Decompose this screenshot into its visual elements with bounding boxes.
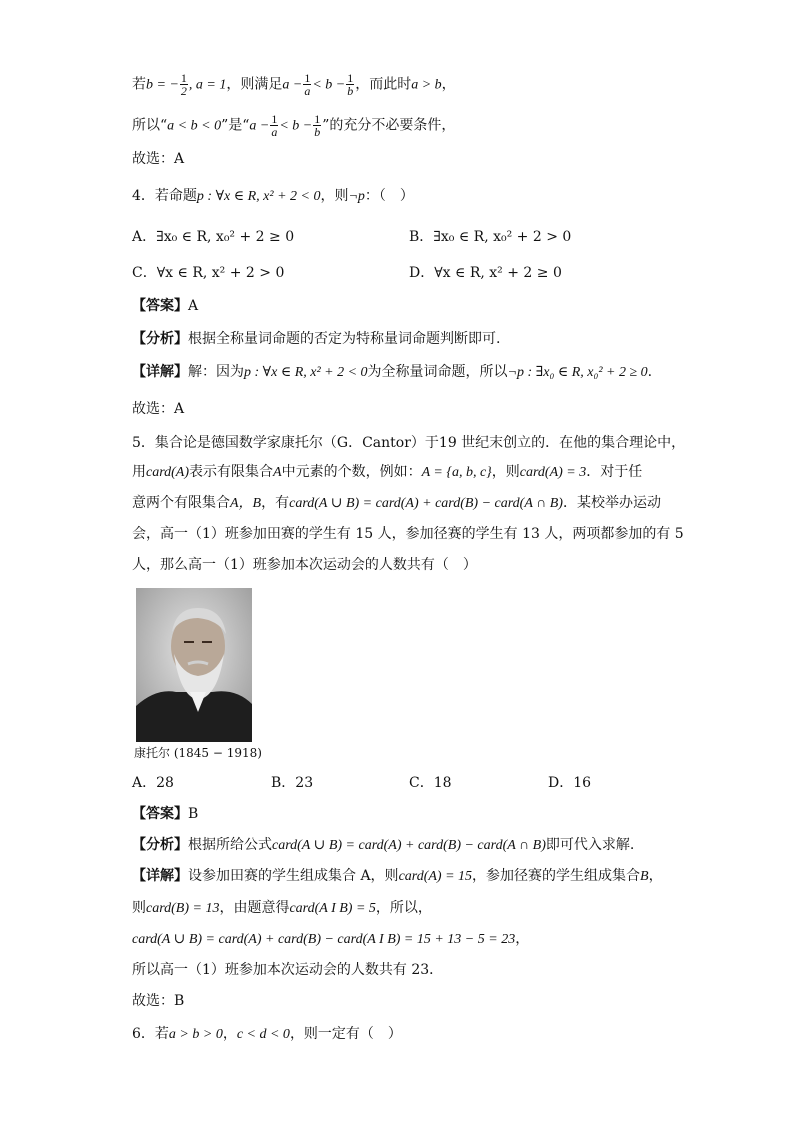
- fraction: [346, 72, 354, 97]
- text: 6．若: [132, 1026, 169, 1042]
- cantor-portrait-image: [136, 588, 252, 742]
- text: ，参加径赛的学生组成集合: [472, 868, 641, 884]
- solution-line-2: [132, 113, 455, 138]
- text: 设参加田赛的学生组成集合 A，则: [188, 868, 399, 884]
- math-expr: a > b > 0: [168, 1027, 223, 1042]
- text: ，则: [320, 188, 349, 204]
- math-expr: card(A ∪ B) = card(A) + card(B) − card(A ∩ B): [272, 838, 546, 853]
- q5-option-c[interactable]: C．18: [409, 775, 452, 791]
- fraction-numerator: 1: [180, 71, 187, 85]
- fraction-numerator: 1: [271, 112, 278, 126]
- fraction: [313, 113, 321, 138]
- q4-option-d[interactable]: D．∀x ∈ R, x² + 2 ≥ 0: [409, 265, 562, 281]
- text: ，: [648, 868, 663, 884]
- answer-value: B: [188, 806, 199, 822]
- text: 意两个有限集合: [132, 495, 230, 511]
- math-expr: < b −: [312, 77, 346, 93]
- text: ”是“: [221, 117, 250, 134]
- text: ．某校举办运动: [562, 495, 661, 511]
- text: 即可代入求解.: [545, 837, 635, 853]
- fraction-numerator: 1: [347, 71, 354, 85]
- solution-line-1: [132, 72, 456, 97]
- math-expr: a −: [282, 77, 303, 93]
- math-expr: p : ∀x ∈ R, x² + 2 < 0: [196, 189, 321, 204]
- text: 解：因为: [188, 364, 244, 380]
- q5-option-a[interactable]: A．28: [132, 775, 174, 791]
- text: ，则: [491, 464, 520, 480]
- math-expr: ¬p: [348, 189, 365, 204]
- answer-value: A: [188, 298, 199, 314]
- text: ，: [441, 76, 456, 93]
- analysis-text: 根据全称量词命题的否定为特称量词命题判断即可.: [188, 331, 501, 347]
- math-expr: a < b < 0: [167, 118, 222, 134]
- q5-line-5: 人，那么高一（1）班参加本次运动会的人数共有（ ）: [132, 557, 477, 573]
- text: ，所以，: [375, 900, 432, 916]
- question-4-stem: [132, 186, 414, 207]
- text: ，由题意得: [219, 900, 290, 916]
- text: ，: [515, 931, 530, 947]
- q5-answer: [132, 804, 198, 824]
- q5-detail-1: [132, 866, 663, 887]
- math-expr: card(B) = 13: [146, 901, 220, 916]
- q5-option-b[interactable]: B．23: [271, 775, 314, 791]
- fraction: [270, 113, 278, 138]
- text: ”的充分不必要条件，: [322, 117, 456, 134]
- text: .: [647, 364, 653, 380]
- math-expr: A = {a, b, c}: [421, 465, 492, 480]
- math-expr: , a = 1: [188, 77, 227, 93]
- fraction-numerator: 1: [314, 112, 321, 126]
- fraction-numerator: 1: [304, 71, 311, 85]
- answer-tag: 【答案】: [132, 806, 188, 822]
- math-expr: A: [273, 465, 282, 480]
- q5-line-3: [132, 493, 661, 514]
- math-expr: card(A) = 15: [398, 869, 473, 884]
- math-expr: card(A ∪ B) = card(A) + card(B) − card(A I B) = 15 + 13 − 5 = 23: [132, 932, 516, 947]
- text: 根据所给公式: [188, 837, 272, 853]
- text: 则: [132, 900, 146, 916]
- math-expr: card(A) = 3: [519, 465, 587, 480]
- math-expr: ¬p : ∃x₀ ∈ R, x₀² + 2 ≥ 0: [507, 365, 648, 380]
- q4-analysis: [132, 329, 500, 349]
- q5-line-2: [132, 462, 642, 483]
- text: 用: [132, 464, 146, 480]
- math-expr: card(A): [146, 465, 190, 480]
- analysis-tag: 【分析】: [132, 331, 188, 347]
- text: ，则满足: [226, 76, 283, 93]
- text: 中元素的个数，例如：: [281, 464, 422, 480]
- portrait-illustration: [136, 588, 252, 742]
- fraction-denominator: 2: [180, 84, 187, 98]
- q4-option-c[interactable]: C．∀x ∈ R, x² + 2 > 0: [132, 265, 285, 281]
- detail-tag: 【详解】: [132, 364, 188, 380]
- text: ，则一定有（ ）: [289, 1026, 402, 1042]
- portrait-caption: 康托尔 (1845 − 1918): [134, 746, 262, 760]
- text: 4．若命题: [132, 188, 197, 204]
- fraction-denominator: b: [347, 84, 354, 98]
- answer-tag: 【答案】: [132, 298, 188, 314]
- text: ，而此时: [355, 76, 412, 93]
- fraction: [180, 72, 188, 97]
- select-answer-line: 故选：A: [132, 151, 185, 167]
- math-expr: a > b: [411, 77, 442, 93]
- q5-detail-4: 所以高一（1）班参加本次运动会的人数共有 23．: [132, 962, 444, 978]
- q4-select: 故选：A: [132, 401, 185, 417]
- fraction-denominator: b: [314, 125, 321, 139]
- q4-detail: [132, 362, 652, 383]
- math-expr: p : ∀x ∈ R, x² + 2 < 0: [244, 365, 368, 380]
- text: 表示有限集合: [189, 464, 274, 480]
- math-expr: c < d < 0: [236, 1027, 290, 1042]
- math-expr: < b −: [279, 118, 313, 134]
- text: ，: [222, 1026, 237, 1042]
- q5-detail-3: [132, 929, 529, 950]
- question-6-stem: [132, 1024, 402, 1045]
- math-expr: a −: [249, 118, 270, 134]
- q4-option-b[interactable]: B．∃x₀ ∈ R, x₀² + 2 > 0: [409, 229, 572, 245]
- q4-option-a[interactable]: A．∃x₀ ∈ R, x₀² + 2 ≥ 0: [132, 229, 295, 245]
- q5-line-4: 会，高一（1）班参加田赛的学生有 15 人，参加径赛的学生有 13 人，两项都参加的有 5: [132, 526, 684, 542]
- q5-select: 故选：B: [132, 993, 185, 1009]
- math-expr: b = −: [146, 77, 179, 93]
- fraction-denominator: a: [271, 125, 278, 139]
- math-expr: B: [640, 869, 649, 884]
- q5-detail-2: [132, 898, 432, 919]
- q4-answer: [132, 296, 198, 316]
- detail-tag: 【详解】: [132, 868, 188, 884]
- q5-line-1: 5．集合论是德国数学家康托尔（G．Cantor）于19 世纪末创立的．在他的集合理论中，: [132, 435, 686, 451]
- text: ：（ ）: [364, 188, 414, 204]
- q5-option-d[interactable]: D．16: [548, 775, 592, 791]
- text: ．对于任: [586, 464, 643, 480]
- text: ，有: [261, 495, 290, 511]
- text: 为全称量词命题，所以: [367, 364, 508, 380]
- analysis-tag: 【分析】: [132, 837, 188, 853]
- q5-analysis: [132, 835, 634, 856]
- fraction: [303, 72, 311, 97]
- text: 所以“: [132, 117, 168, 134]
- math-expr: A，B: [230, 496, 262, 511]
- math-expr: card(A ∪ B) = card(A) + card(B) − card(A ∩ B): [289, 496, 563, 511]
- fraction-denominator: a: [304, 84, 311, 98]
- math-expr: card(A I B) = 5: [289, 901, 376, 916]
- text: 若: [132, 76, 146, 93]
